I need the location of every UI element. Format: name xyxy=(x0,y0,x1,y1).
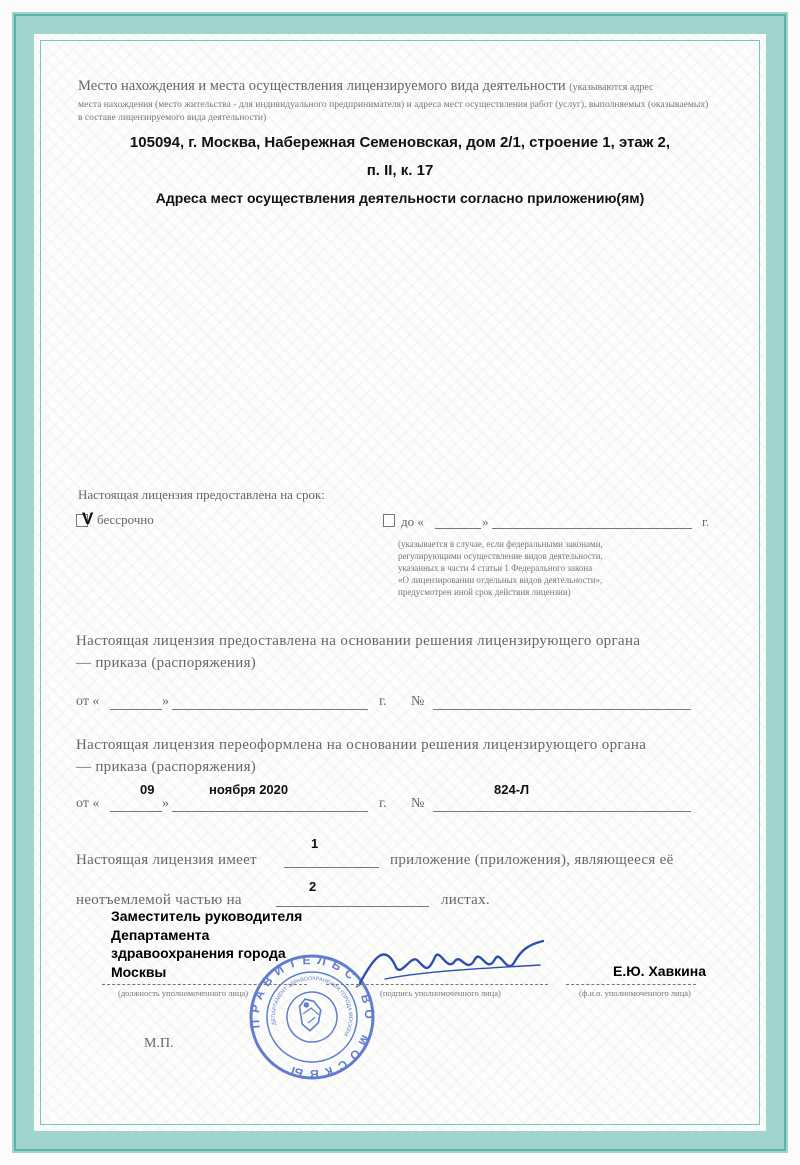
sheets-suffix: листах. xyxy=(441,892,490,908)
address-line-2: п. II, к. 17 xyxy=(366,162,434,179)
caption-name: (ф.и.о. уполномоченного лица) xyxy=(579,988,691,998)
term-note-line: (указывается в случае, если федеральными законами, xyxy=(398,539,603,549)
reissue-text-line-1: Настоящая лицензия переоформлена на основании решения лицензирующего органа xyxy=(76,737,647,753)
appendix-text-after: приложение (приложения), являющееся её xyxy=(390,852,674,868)
position-line: Москвы xyxy=(111,963,167,980)
signature-line-rule xyxy=(326,984,548,985)
until-quote-close: » xyxy=(482,514,489,529)
signatory-position xyxy=(111,907,302,981)
location-note-line3: в составе лицензируемого вида деятельности) xyxy=(78,112,267,123)
location-note-line2: места нахождения (место жительства - для индивидуального предпринимателя) и адреса мест осуществления работ (услуг), выполняемых (оказываемых) xyxy=(78,99,709,110)
signatory-name: Е.Ю. Хавкина xyxy=(613,963,707,979)
until-checkbox[interactable] xyxy=(383,514,395,527)
basis-number-line xyxy=(433,709,691,710)
term-note-line: «О лицензировании отдельных видов деятельности», xyxy=(398,575,603,585)
appendix-count: 1 xyxy=(311,836,319,851)
location-title: Место нахождения и места осуществления лицензируемого вида деятельности xyxy=(78,78,566,94)
reissue-quote-close: » xyxy=(162,796,169,811)
appendix-count-line xyxy=(284,867,379,868)
basis-quote-close: » xyxy=(162,694,169,709)
term-label: Настоящая лицензия предоставлена на срок: xyxy=(78,487,325,502)
until-prefix: до « xyxy=(401,514,424,529)
term-note-line: указанных в части 4 статьи 1 Федерального закона xyxy=(398,563,593,573)
sheets-count: 2 xyxy=(309,879,317,894)
reissue-number-sign: № xyxy=(411,796,425,811)
reissue-day: 09 xyxy=(140,782,155,797)
until-date-line xyxy=(492,528,692,529)
stamp-place-label: М.П. xyxy=(144,1036,174,1051)
basis-day-line xyxy=(110,709,162,710)
reissue-year-suffix: г. xyxy=(379,796,387,811)
location-header xyxy=(78,78,738,95)
addresses-note: Адреса мест осуществления деятельности согласно приложению(ям) xyxy=(155,190,645,206)
seal-emblem-icon xyxy=(297,996,324,1032)
basis-text-line-1: Настоящая лицензия предоставлена на основании решения лицензирующего органа xyxy=(76,633,641,649)
sheets-prefix: неотъемлемой частью на xyxy=(76,892,242,908)
caption-position: (должность уполномоченного лица) xyxy=(118,988,249,998)
reissue-number-line xyxy=(433,811,691,812)
basis-number-sign: № xyxy=(411,694,425,709)
seal-inner-text-path: ДЕПАРТАМЕНТ ЗДРАВООХРАНЕНИЯ ГОРОДА МОСКВЫ xyxy=(270,975,354,1038)
term-note-line: регулирующими осуществление видов деятельности, xyxy=(398,551,603,561)
basis-year-suffix: г. xyxy=(379,694,387,709)
position-line: Заместитель руководителя xyxy=(111,908,303,924)
basis-date-line xyxy=(172,709,368,710)
position-line: Департамента xyxy=(111,926,210,943)
handwritten-signature xyxy=(355,935,555,995)
reissue-day-line xyxy=(110,811,162,812)
reissue-month-year: ноября 2020 xyxy=(209,782,289,797)
term-note xyxy=(398,538,603,598)
caption-signature: (подпись уполномоченного лица) xyxy=(380,988,501,998)
position-line-rule xyxy=(102,984,307,985)
term-note-line: предусмотрен иной срок действия лицензии) xyxy=(398,587,571,597)
reissue-date-line xyxy=(172,811,368,812)
appendix-text-before: Настоящая лицензия имеет xyxy=(76,852,257,868)
basis-text-line-2: — приказа (распоряжения) xyxy=(76,655,257,671)
reissue-number: 824-Л xyxy=(494,782,530,797)
name-line-rule xyxy=(566,984,696,985)
address-line-1: 105094, г. Москва, Набережная Семеновская, дом 2/1, строение 1, этаж 2, xyxy=(129,134,671,151)
basis-from-prefix: от « xyxy=(76,694,100,709)
indefinite-label: бессрочно xyxy=(97,512,154,527)
seal-inner-ring xyxy=(282,987,341,1046)
reissue-from-prefix: от « xyxy=(76,796,100,811)
location-note-inline: (указываются адрес xyxy=(569,82,654,93)
seal-outer-text-path: ПРАВИТЕЛЬСТВО МОСКВЫ xyxy=(247,952,377,1082)
reissue-text-line-2: — приказа (распоряжения) xyxy=(76,759,257,775)
check-mark: V xyxy=(82,509,94,528)
until-day-line xyxy=(435,528,481,529)
until-year-suffix: г. xyxy=(702,514,710,529)
position-line: здравоохранения города xyxy=(111,945,286,961)
